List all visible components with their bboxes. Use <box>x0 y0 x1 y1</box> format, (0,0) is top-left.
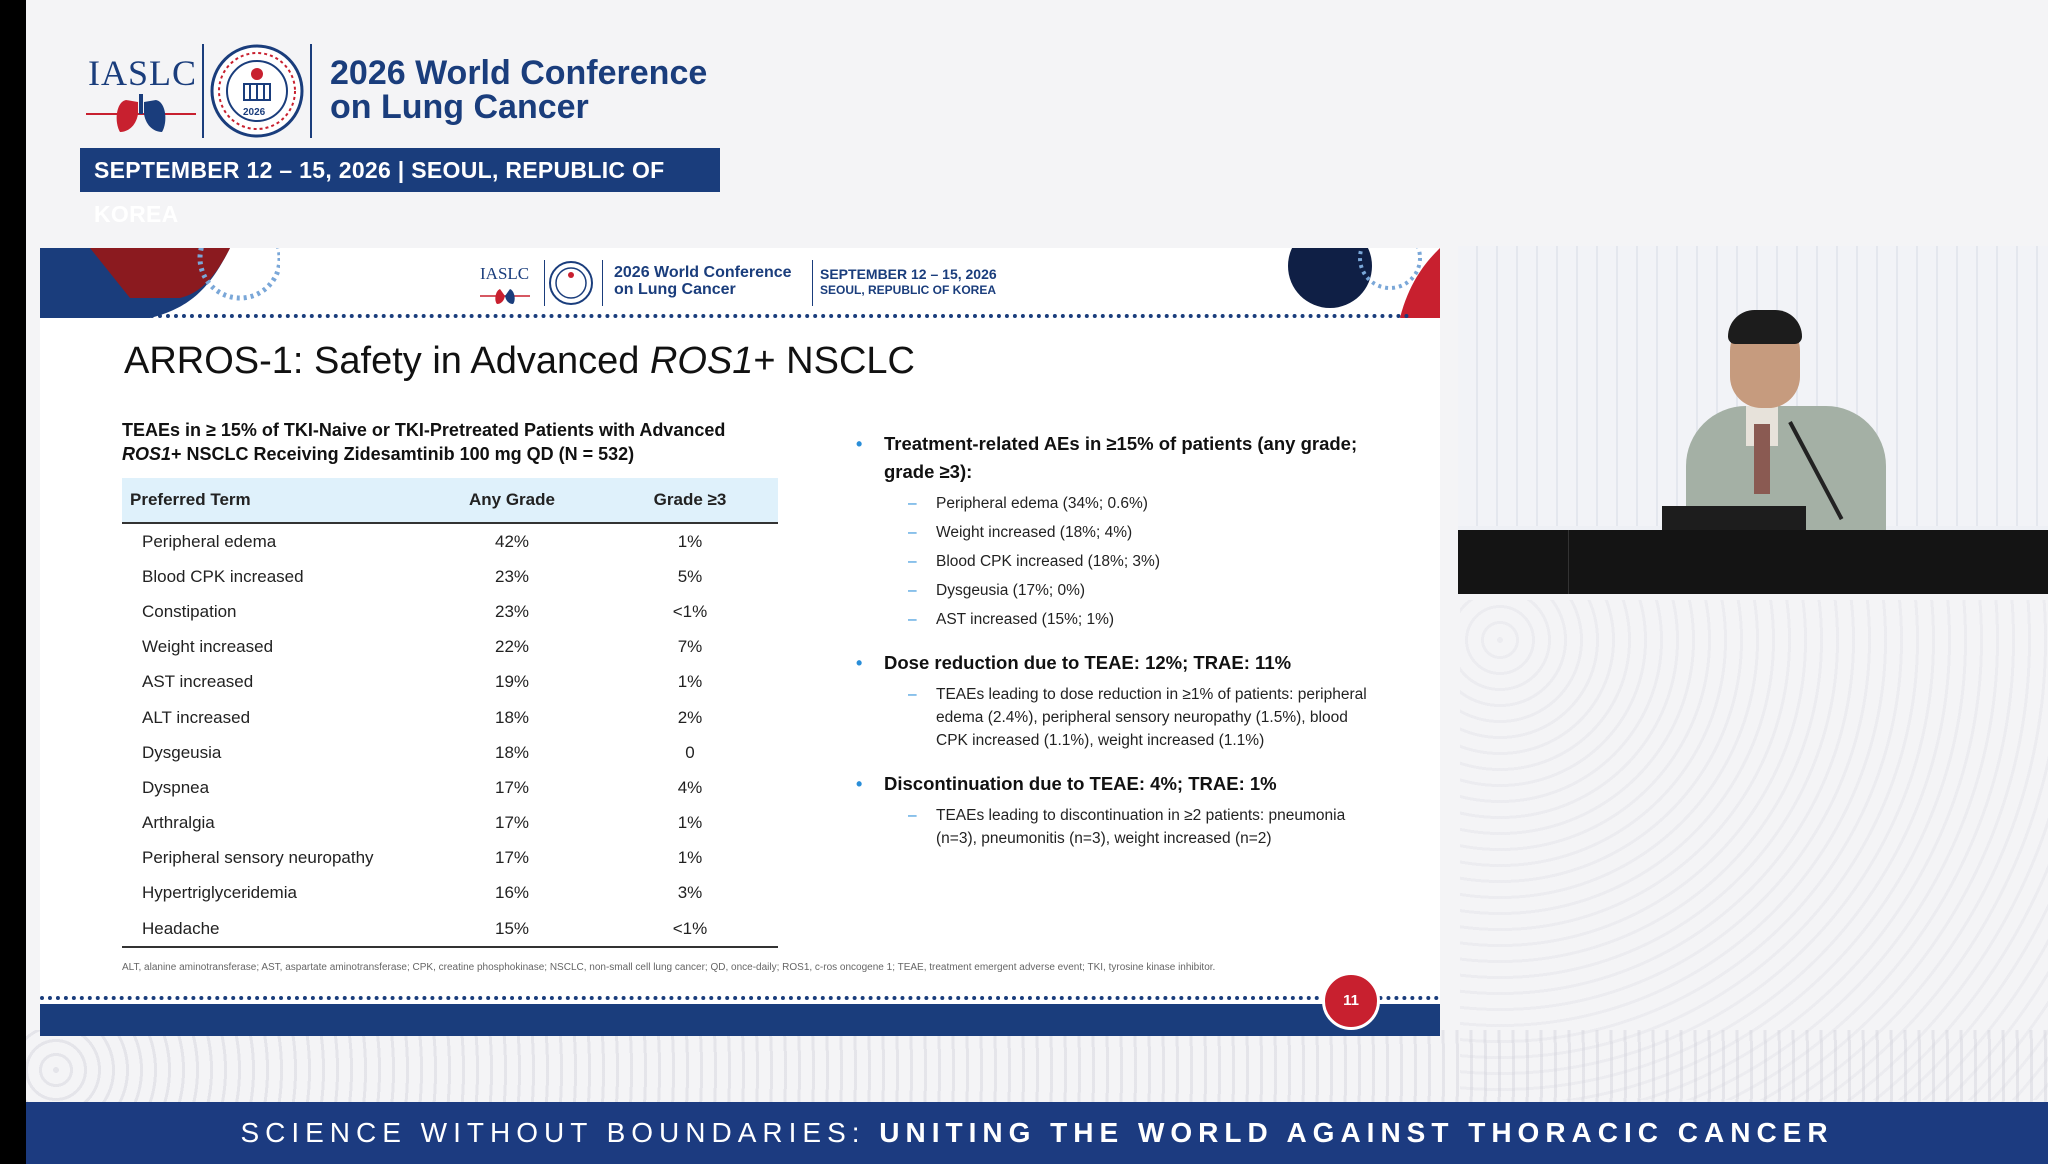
table-row <box>122 806 778 841</box>
iaslc-logo-text: IASLC <box>88 53 198 93</box>
laptop <box>1662 506 1806 530</box>
bullet-sub: – Blood CPK increased (18%; 3%) <box>856 550 1376 573</box>
background-watermark <box>1460 600 2048 1100</box>
grade3-cell: 1% <box>677 672 703 692</box>
bullet-main: • Treatment-related AEs in ≥15% of patients (any grade; grade ≥3): <box>856 430 1376 486</box>
bullet-main: • Discontinuation due to TEAE: 4%; TRAE: 1% <box>856 770 1376 798</box>
bullet-sub: – Weight increased (18%; 4%) <box>856 521 1376 544</box>
any-grade-cell: 19% <box>494 672 530 692</box>
preferred-term-cell: Arthralgia <box>142 813 215 833</box>
grade3-cell: 1% <box>677 531 703 551</box>
preferred-term-cell: Headache <box>122 911 422 947</box>
podium <box>1458 530 2048 594</box>
header-decoration-left <box>40 248 280 318</box>
any-grade-cell: 17% <box>494 813 530 833</box>
column-header: Preferred Term <box>122 478 422 523</box>
preferred-term-cell: Hypertriglyceridemia <box>142 883 297 903</box>
table-row <box>122 876 778 911</box>
slide-header-lungs-icon <box>480 286 530 306</box>
header-divider-2 <box>602 260 603 306</box>
speaker-hair <box>1728 310 1802 344</box>
presentation-slide <box>40 248 1440 1036</box>
grade3-cell: 4% <box>677 777 703 797</box>
any-grade-cell: 23% <box>494 601 530 621</box>
bullet-sub: – TEAEs leading to dose reduction in ≥1% of patients: peripheral edema (2.4%), peripheral sensory neuropathy (1.5%), blood CPK increased (1.1%), weight increased (1.1%) <box>856 683 1376 752</box>
preferred-term-cell: Peripheral edema <box>142 531 277 551</box>
bullet-sub: – AST increased (15%; 1%) <box>856 608 1376 631</box>
header-dotted-line <box>150 314 1410 318</box>
conference-date-banner: SEPTEMBER 12 – 15, 2026 | SEOUL, REPUBLIC OF KOREA <box>80 148 720 192</box>
preferred-term-cell: ALT increased <box>142 707 251 727</box>
preferred-term-cell: Blood CPK increased <box>142 566 304 586</box>
table-row <box>122 523 778 559</box>
grade3-cell: 7% <box>677 637 703 657</box>
preferred-term-cell: Dysgeusia <box>142 742 222 762</box>
slide-header-org: IASLC <box>480 264 530 283</box>
preferred-term-cell: AST increased <box>142 672 254 692</box>
preferred-term-cell: Dyspnea <box>142 777 210 797</box>
table-row <box>122 594 778 629</box>
footer-bar <box>40 1004 1440 1036</box>
conference-title: 2026 World Conference on Lung Cancer <box>330 54 708 126</box>
page-number-badge: 11 <box>1322 972 1380 1030</box>
table-header-row <box>122 478 778 523</box>
table-row <box>122 700 778 735</box>
grade3-cell: <1% <box>672 601 708 621</box>
any-grade-cell: 18% <box>494 707 530 727</box>
brand-divider <box>202 44 204 138</box>
slide-header <box>40 248 1440 318</box>
any-grade-cell: 17% <box>494 848 530 868</box>
grade3-cell: <1% <box>602 911 778 947</box>
table-row <box>122 770 778 805</box>
preferred-term-cell: Constipation <box>142 601 237 621</box>
any-grade-cell: 16% <box>494 883 530 903</box>
grade3-cell: 0 <box>685 742 695 762</box>
bullet-main: • Dose reduction due to TEAE: 12%; TRAE: 11% <box>856 649 1376 677</box>
preferred-term-cell: Weight increased <box>142 637 274 657</box>
column-header: Grade ≥3 <box>602 478 778 523</box>
any-grade-cell: 15% <box>422 911 602 947</box>
abbreviations-footnote: ALT, alanine aminotransferase; AST, aspartate aminotransferase; CPK, creatine phosphokinase; NSCLC, non-small cell lung cancer; QD, once-daily; ROS1, c-ros oncogene 1; TEAE, treatment emergent adverse event; TKI, tyrosine kinase inhibitor. <box>122 962 1216 973</box>
any-grade-cell: 22% <box>494 637 530 657</box>
table-row <box>122 841 778 876</box>
grade3-cell: 3% <box>677 883 703 903</box>
footer-dotted-line <box>40 996 1440 1000</box>
slide-header-dates: SEPTEMBER 12 – 15, 2026 SEOUL, REPUBLIC OF KOREA <box>820 266 997 297</box>
speaker-tie <box>1754 424 1770 494</box>
header-divider-3 <box>812 260 813 306</box>
any-grade-cell: 23% <box>494 566 530 586</box>
brand-divider-2 <box>310 44 312 138</box>
seal-year: 2026 <box>243 107 266 118</box>
slide-header-seal-icon <box>548 260 594 306</box>
adverse-events-table <box>122 478 778 948</box>
any-grade-cell: 17% <box>494 777 530 797</box>
grade3-cell: 1% <box>677 813 703 833</box>
grade3-cell: 5% <box>677 566 703 586</box>
table-row <box>122 665 778 700</box>
table-caption: TEAEs in ≥ 15% of TKI-Naive or TKI-Pretreated Patients with Advanced ROS1+ NSCLC Receiving Zidesamtinib 100 mg QD (N = 532) <box>122 420 726 464</box>
table-row <box>122 735 778 770</box>
table-row <box>122 559 778 594</box>
grade3-cell: 2% <box>677 707 703 727</box>
header-decoration-right <box>1280 248 1440 318</box>
bottom-banner: SCIENCE WITHOUT BOUNDARIES: UNITING THE WORLD AGAINST THORACIC CANCER <box>26 1102 2048 1164</box>
slide-header-conference: 2026 World Conference on Lung Cancer <box>614 264 792 298</box>
conference-seal-icon <box>210 44 304 138</box>
table-row <box>122 911 778 947</box>
lungs-logo-icon <box>86 92 196 136</box>
safety-bullets <box>856 430 1376 856</box>
bullet-sub: – TEAEs leading to discontinuation in ≥2 patients: pneumonia (n=3), pneumonitis (n=3), weight increased (n=2) <box>856 804 1376 850</box>
left-border <box>0 0 26 1164</box>
table-row <box>122 630 778 665</box>
bullet-sub: – Peripheral edema (34%; 0.6%) <box>856 492 1376 515</box>
slide-title: ARROS-1: Safety in Advanced ROS1+ NSCLC <box>124 340 915 382</box>
preferred-term-cell: Peripheral sensory neuropathy <box>142 848 374 868</box>
podium-seam <box>1568 530 1569 594</box>
speaker-video <box>1458 246 2048 594</box>
bullet-sub: – Dysgeusia (17%; 0%) <box>856 579 1376 602</box>
grade3-cell: 1% <box>677 848 703 868</box>
column-header: Any Grade <box>422 478 602 523</box>
header-divider-1 <box>544 260 545 306</box>
any-grade-cell: 18% <box>494 742 530 762</box>
any-grade-cell: 42% <box>494 531 530 551</box>
